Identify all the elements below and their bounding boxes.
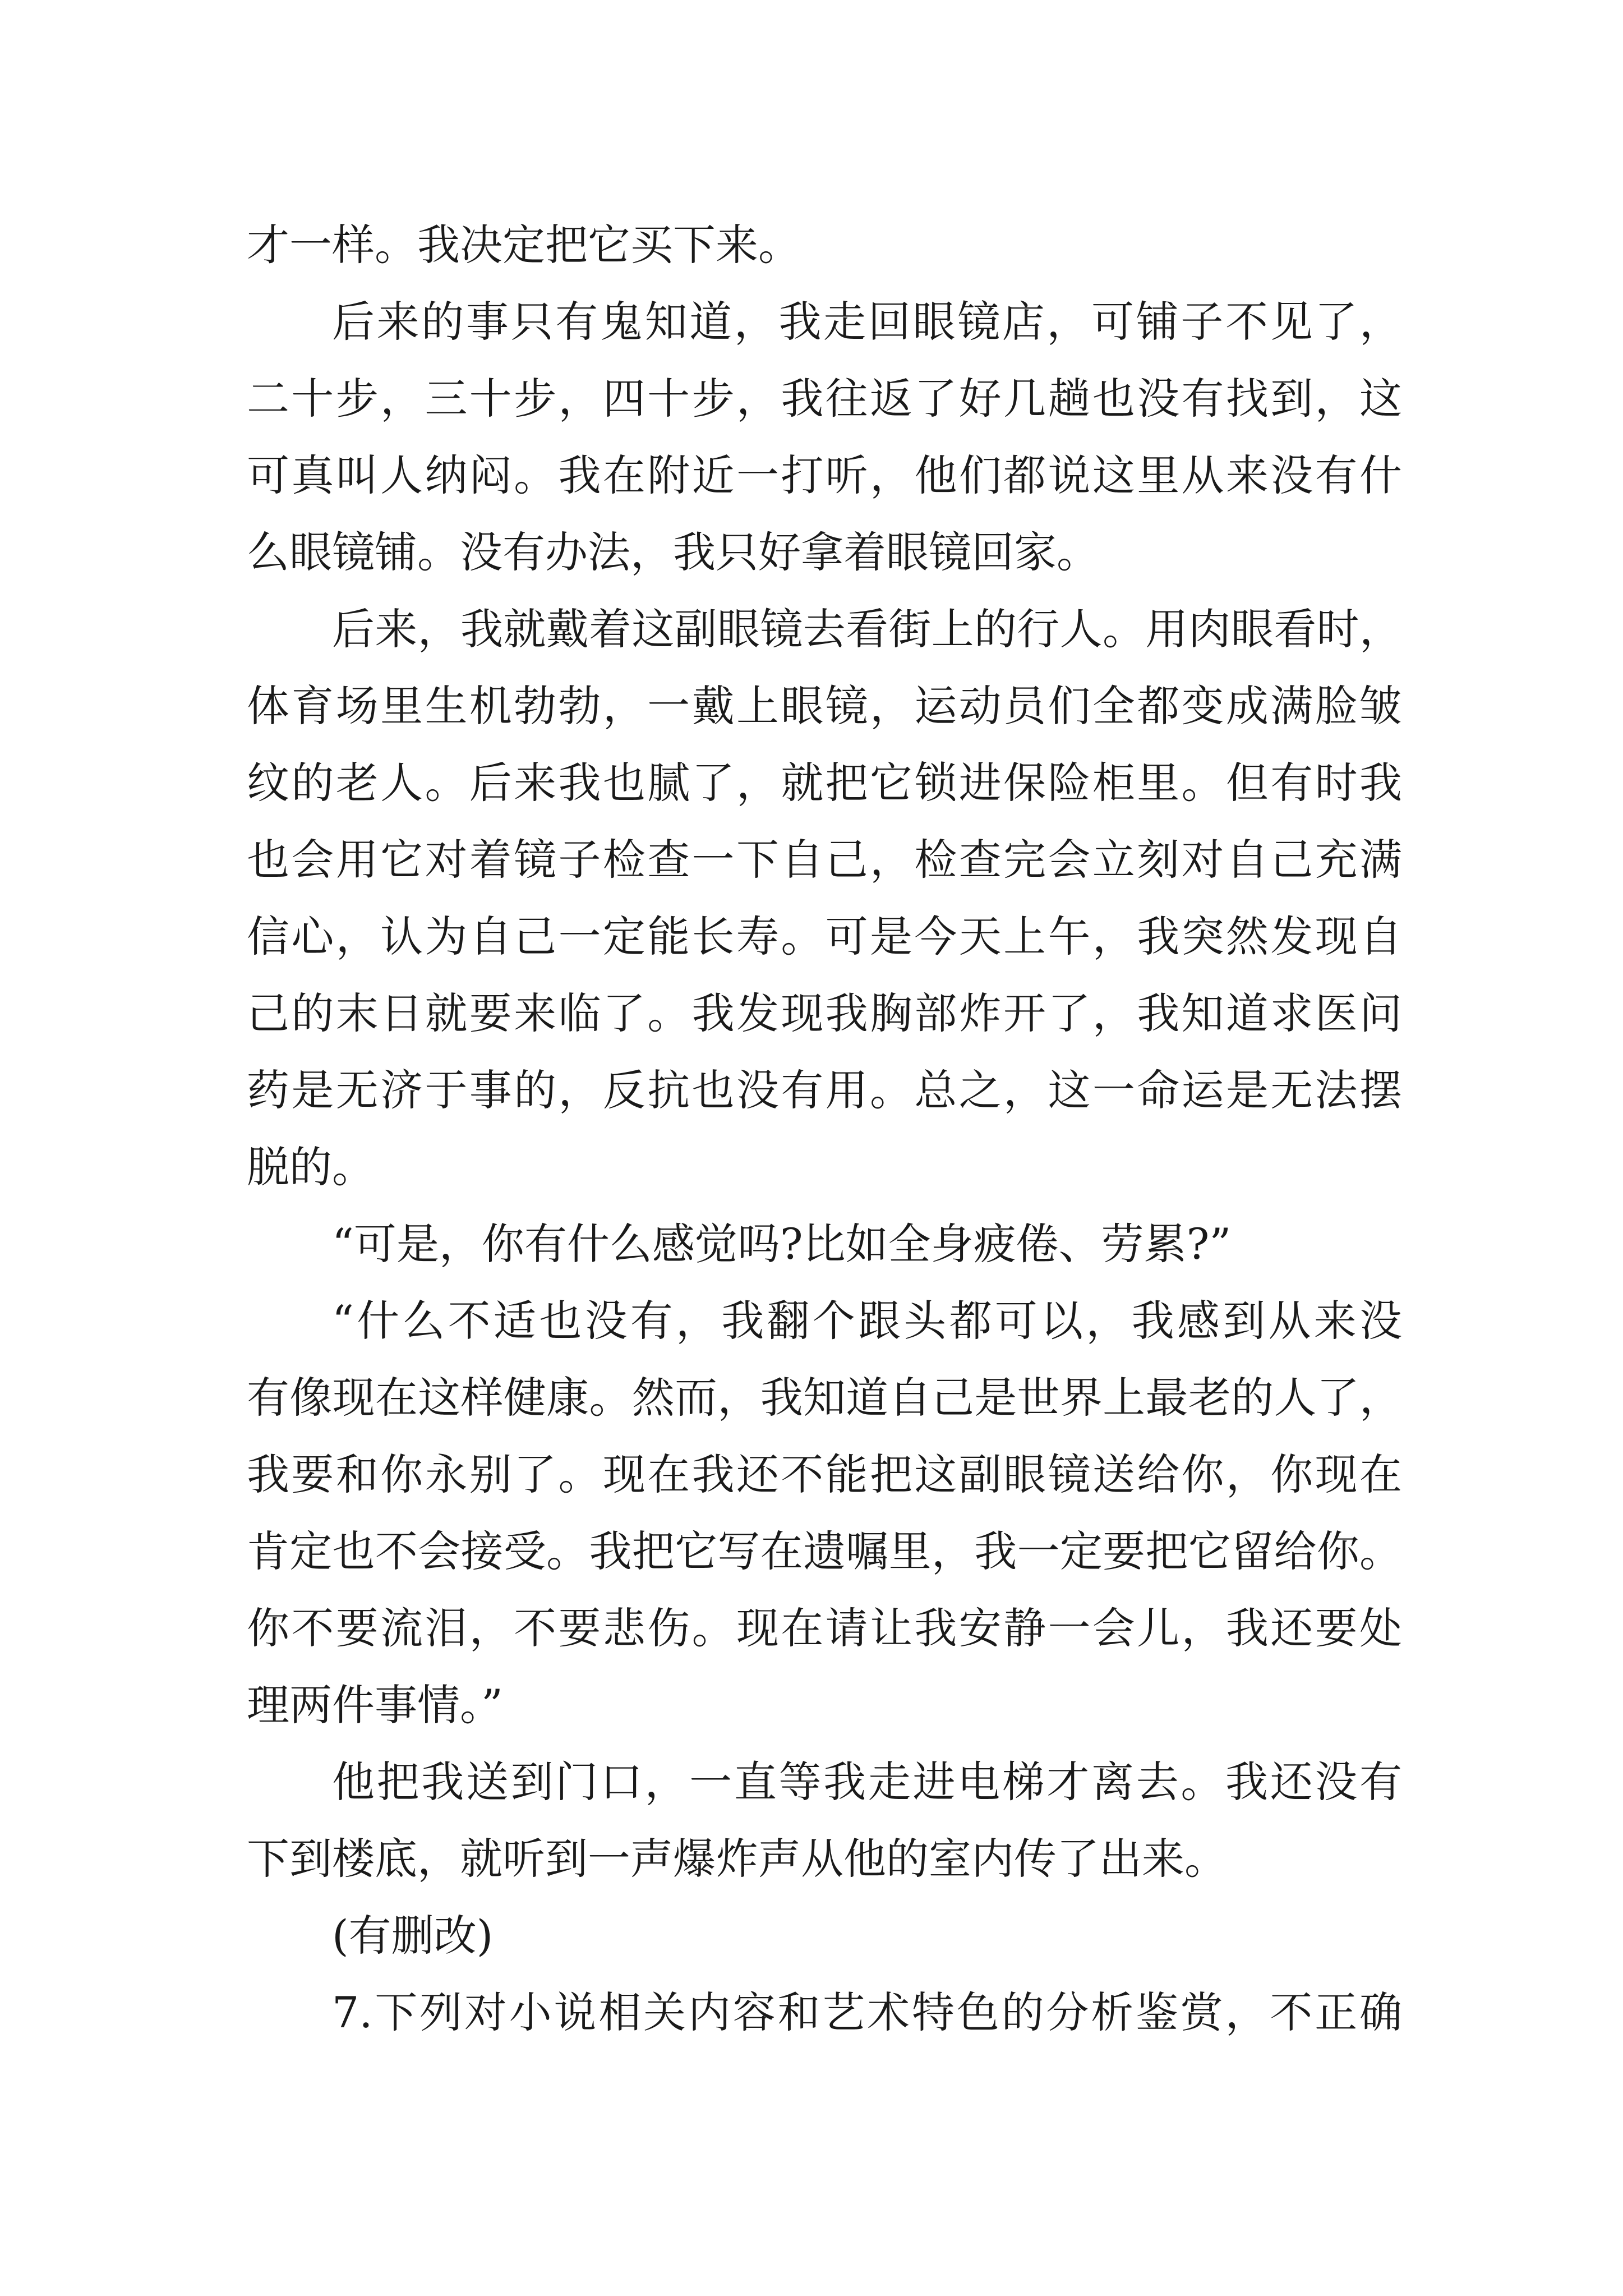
- text-line: 我要和你永别了。现在我还不能把这副眼镜送给你，你现在: [247, 1450, 1402, 1499]
- text-line: 7.下列对小说相关内容和艺术特色的分析鉴赏，不正确: [332, 1987, 1402, 2037]
- text-line: 才一样。我决定把它买下来。: [247, 220, 801, 270]
- text-line: 纹的老人。后来我也腻了，就把它锁进保险柜里。但有时我: [247, 758, 1402, 808]
- text-line: “可是，你有什么感觉吗?比如全身疲倦、劳累?”: [332, 1219, 1232, 1269]
- text-line: 他把我送到门口，一直等我走进电梯才离去。我还没有: [332, 1757, 1402, 1807]
- text-line: 药是无济于事的，反抗也没有用。总之，这一命运是无法摆: [247, 1065, 1402, 1115]
- text-line: 脱的。: [247, 1142, 375, 1192]
- text-line: (有删改): [332, 1911, 494, 1961]
- text-line: 你不要流泪，不要悲伤。现在请让我安静一会儿，我还要处: [247, 1603, 1402, 1653]
- text-line: 己的末日就要来临了。我发现我胸部炸开了，我知道求医问: [247, 988, 1402, 1038]
- text-line: 后来的事只有鬼知道，我走回眼镜店，可铺子不见了，: [332, 297, 1402, 347]
- text-line: 二十步，三十步，四十步，我往返了好几趟也没有找到，这: [247, 374, 1402, 424]
- body-text: [247, 206, 1402, 2051]
- text-line: 下到楼底，就听到一声爆炸声从他的室内传了出来。: [247, 1834, 1227, 1884]
- text-line: 后来，我就戴着这副眼镜去看街上的行人。用肉眼看时，: [332, 604, 1402, 654]
- text-line: 可真叫人纳闷。我在附近一打听，他们都说这里从来没有什: [247, 450, 1402, 500]
- text-line: 肯定也不会接受。我把它写在遗嘱里，我一定要把它留给你。: [247, 1526, 1402, 1576]
- text-line: 理两件事情。”: [247, 1680, 503, 1730]
- text-line: 有像现在这样健康。然而，我知道自己是世界上最老的人了，: [247, 1373, 1402, 1423]
- text-line: “什么不适也没有，我翻个跟头都可以，我感到从来没: [332, 1296, 1402, 1346]
- text-line: 体育场里生机勃勃，一戴上眼镜，运动员们全都变成满脸皱: [247, 681, 1402, 731]
- text-line: 也会用它对着镜子检查一下自己，检查完会立刻对自己充满: [247, 835, 1402, 885]
- text-line: 信心，认为自己一定能长寿。可是今天上午，我突然发现自: [247, 912, 1402, 961]
- text-line: 么眼镜铺。没有办法，我只好拿着眼镜回家。: [247, 527, 1099, 577]
